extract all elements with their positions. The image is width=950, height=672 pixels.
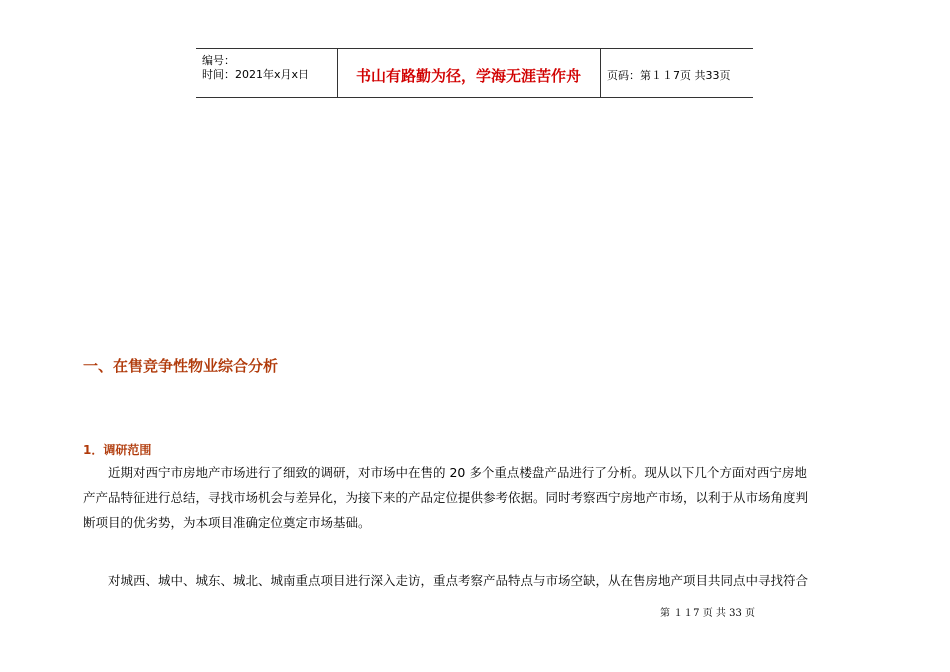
paragraph-line-2: 产产品特征进行总结，寻找市场机会与差异化，为接下来的产品定位提供参考依据。同时考察西宁房地产市场，以利于从市场角度判 (83, 490, 809, 505)
header-meta-cell (196, 49, 338, 97)
date-label: 时间：2021年x月x日 (202, 68, 310, 81)
subsection-title: 1．调研范围 (83, 443, 152, 457)
serial-number-label: 编号： (202, 54, 235, 67)
footer-page-number: 第 １１7 页 共 33 页 (660, 608, 755, 619)
header-motto-cell (337, 49, 601, 97)
paragraph-line-3: 断项目的优劣势，为本项目准确定位奠定市场基础。 (83, 515, 371, 530)
header-page-cell (601, 49, 753, 97)
section-title: 一、在售竞争性物业综合分析 (83, 357, 279, 375)
motto-text: 书山有路勤为径，学海无涯苦作舟 (355, 67, 581, 85)
paragraph-line-1: 近期对西宁市房地产市场进行了细致的调研，对市场中在售的 20 多个重点楼盘产品进行了分析。现从以下几个方面对西宁房地 (108, 465, 807, 480)
header-page-code: 页码：第１１7页 共33页 (607, 69, 731, 82)
paragraph-2-line-1: 对城西、城中、城东、城北、城南重点项目进行深入走访，重点考察产品特点与市场空缺，从在售房地产项目共同点中寻找符合 (108, 573, 809, 588)
page-header (196, 48, 753, 98)
